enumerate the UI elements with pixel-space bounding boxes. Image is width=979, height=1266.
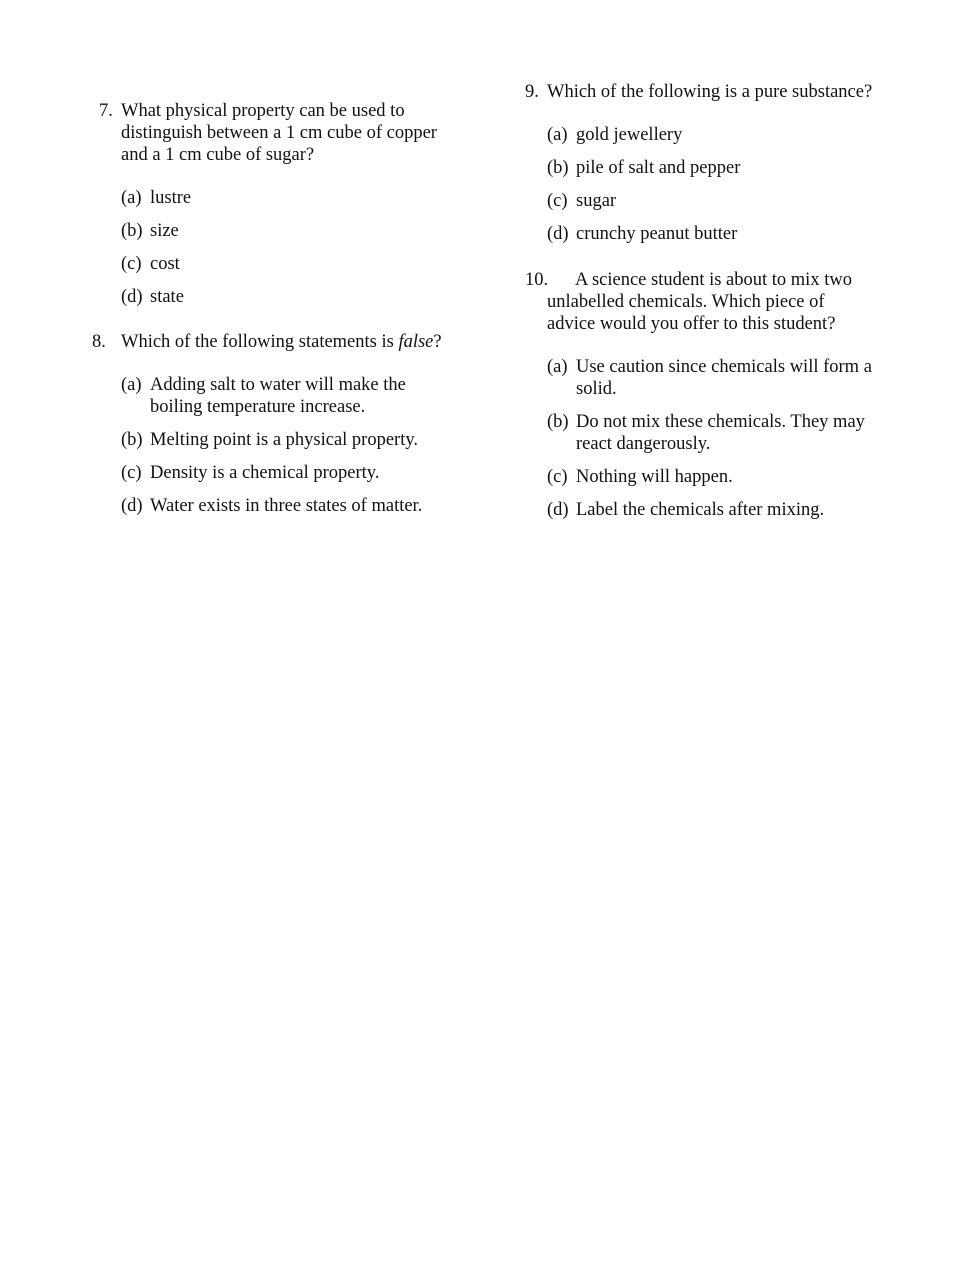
question-9 xyxy=(525,81,905,256)
question-number: 9. xyxy=(525,82,539,102)
question-stem xyxy=(92,100,462,166)
option-text: Nothing will happen. xyxy=(576,467,733,487)
option-text: Label the chemicals after mixing. xyxy=(576,500,825,520)
option-letter: (d) xyxy=(547,224,569,244)
option-letter: (c) xyxy=(121,463,142,483)
option-text: lustre xyxy=(150,188,192,208)
option-d[interactable] xyxy=(121,286,462,308)
option-b[interactable] xyxy=(121,429,462,451)
question-stem xyxy=(525,269,905,335)
option-letter: (d) xyxy=(121,287,143,307)
option-letter: (b) xyxy=(121,430,143,450)
option-c[interactable] xyxy=(547,190,905,212)
stem-text: Which of the following is a pure substance? xyxy=(547,82,873,102)
stem-line: and a 1 cm cube of sugar? xyxy=(121,145,315,165)
option-text: pile of salt and pepper xyxy=(576,158,741,178)
option-text: sugar xyxy=(576,191,617,211)
question-stem xyxy=(92,331,462,353)
option-b[interactable] xyxy=(547,157,905,179)
option-text: Do not mix these chemicals. They may react dangerously. xyxy=(576,412,865,454)
question-number: 10. xyxy=(525,270,549,290)
stem-line: What physical property can be used to xyxy=(121,101,405,121)
option-letter: (c) xyxy=(547,191,568,211)
option-letter: (a) xyxy=(121,375,142,395)
option-text: Density is a chemical property. xyxy=(150,463,380,483)
stem-line-text: A science student is about to mix two xyxy=(575,270,852,290)
option-b[interactable] xyxy=(547,411,886,455)
stem-line: distinguish between a 1 cm cube of copper xyxy=(121,123,437,143)
option-c[interactable] xyxy=(547,466,905,488)
option-text: cost xyxy=(150,254,180,274)
stem-emphasis: false xyxy=(398,332,434,352)
option-c[interactable] xyxy=(121,462,462,484)
question-stem xyxy=(525,81,905,103)
stem-line: unlabelled chemicals. Which piece of xyxy=(547,292,825,312)
option-c[interactable] xyxy=(121,253,462,275)
stem-text-end: ? xyxy=(433,332,442,352)
option-text: state xyxy=(150,287,184,307)
option-d[interactable] xyxy=(547,223,905,245)
question-8 xyxy=(92,331,462,528)
options-list xyxy=(92,374,462,517)
options-list xyxy=(525,124,905,245)
stem-text: Which of the following statements is xyxy=(121,332,399,352)
option-letter: (a) xyxy=(121,188,142,208)
option-text: gold jewellery xyxy=(576,125,683,145)
option-text: crunchy peanut butter xyxy=(576,224,738,244)
option-a[interactable] xyxy=(121,374,420,418)
option-d[interactable] xyxy=(121,495,462,517)
question-7 xyxy=(92,100,462,319)
question-10 xyxy=(525,269,905,532)
option-text: size xyxy=(150,221,179,241)
option-letter: (b) xyxy=(121,221,143,241)
option-letter: (b) xyxy=(547,412,569,432)
option-text: Melting point is a physical property. xyxy=(150,430,419,450)
option-a[interactable] xyxy=(121,187,462,209)
option-a[interactable] xyxy=(547,356,886,400)
option-d[interactable] xyxy=(547,499,905,521)
option-letter: (c) xyxy=(121,254,142,274)
option-letter: (a) xyxy=(547,125,568,145)
option-letter: (b) xyxy=(547,158,569,178)
options-list xyxy=(92,187,462,308)
option-text: Adding salt to water will make the boiling temperature increase. xyxy=(150,375,406,417)
option-text: Water exists in three states of matter. xyxy=(150,496,423,516)
stem-line xyxy=(525,269,905,291)
options-list xyxy=(525,356,905,521)
option-text: Use caution since chemicals will form a solid. xyxy=(576,357,872,399)
option-letter: (c) xyxy=(547,467,568,487)
question-number: 8. xyxy=(92,332,106,352)
option-a[interactable] xyxy=(547,124,905,146)
question-number: 7. xyxy=(99,101,113,121)
option-letter: (d) xyxy=(547,500,569,520)
option-b[interactable] xyxy=(121,220,462,242)
option-letter: (a) xyxy=(547,357,568,377)
option-letter: (d) xyxy=(121,496,143,516)
stem-line: advice would you offer to this student? xyxy=(547,314,836,334)
